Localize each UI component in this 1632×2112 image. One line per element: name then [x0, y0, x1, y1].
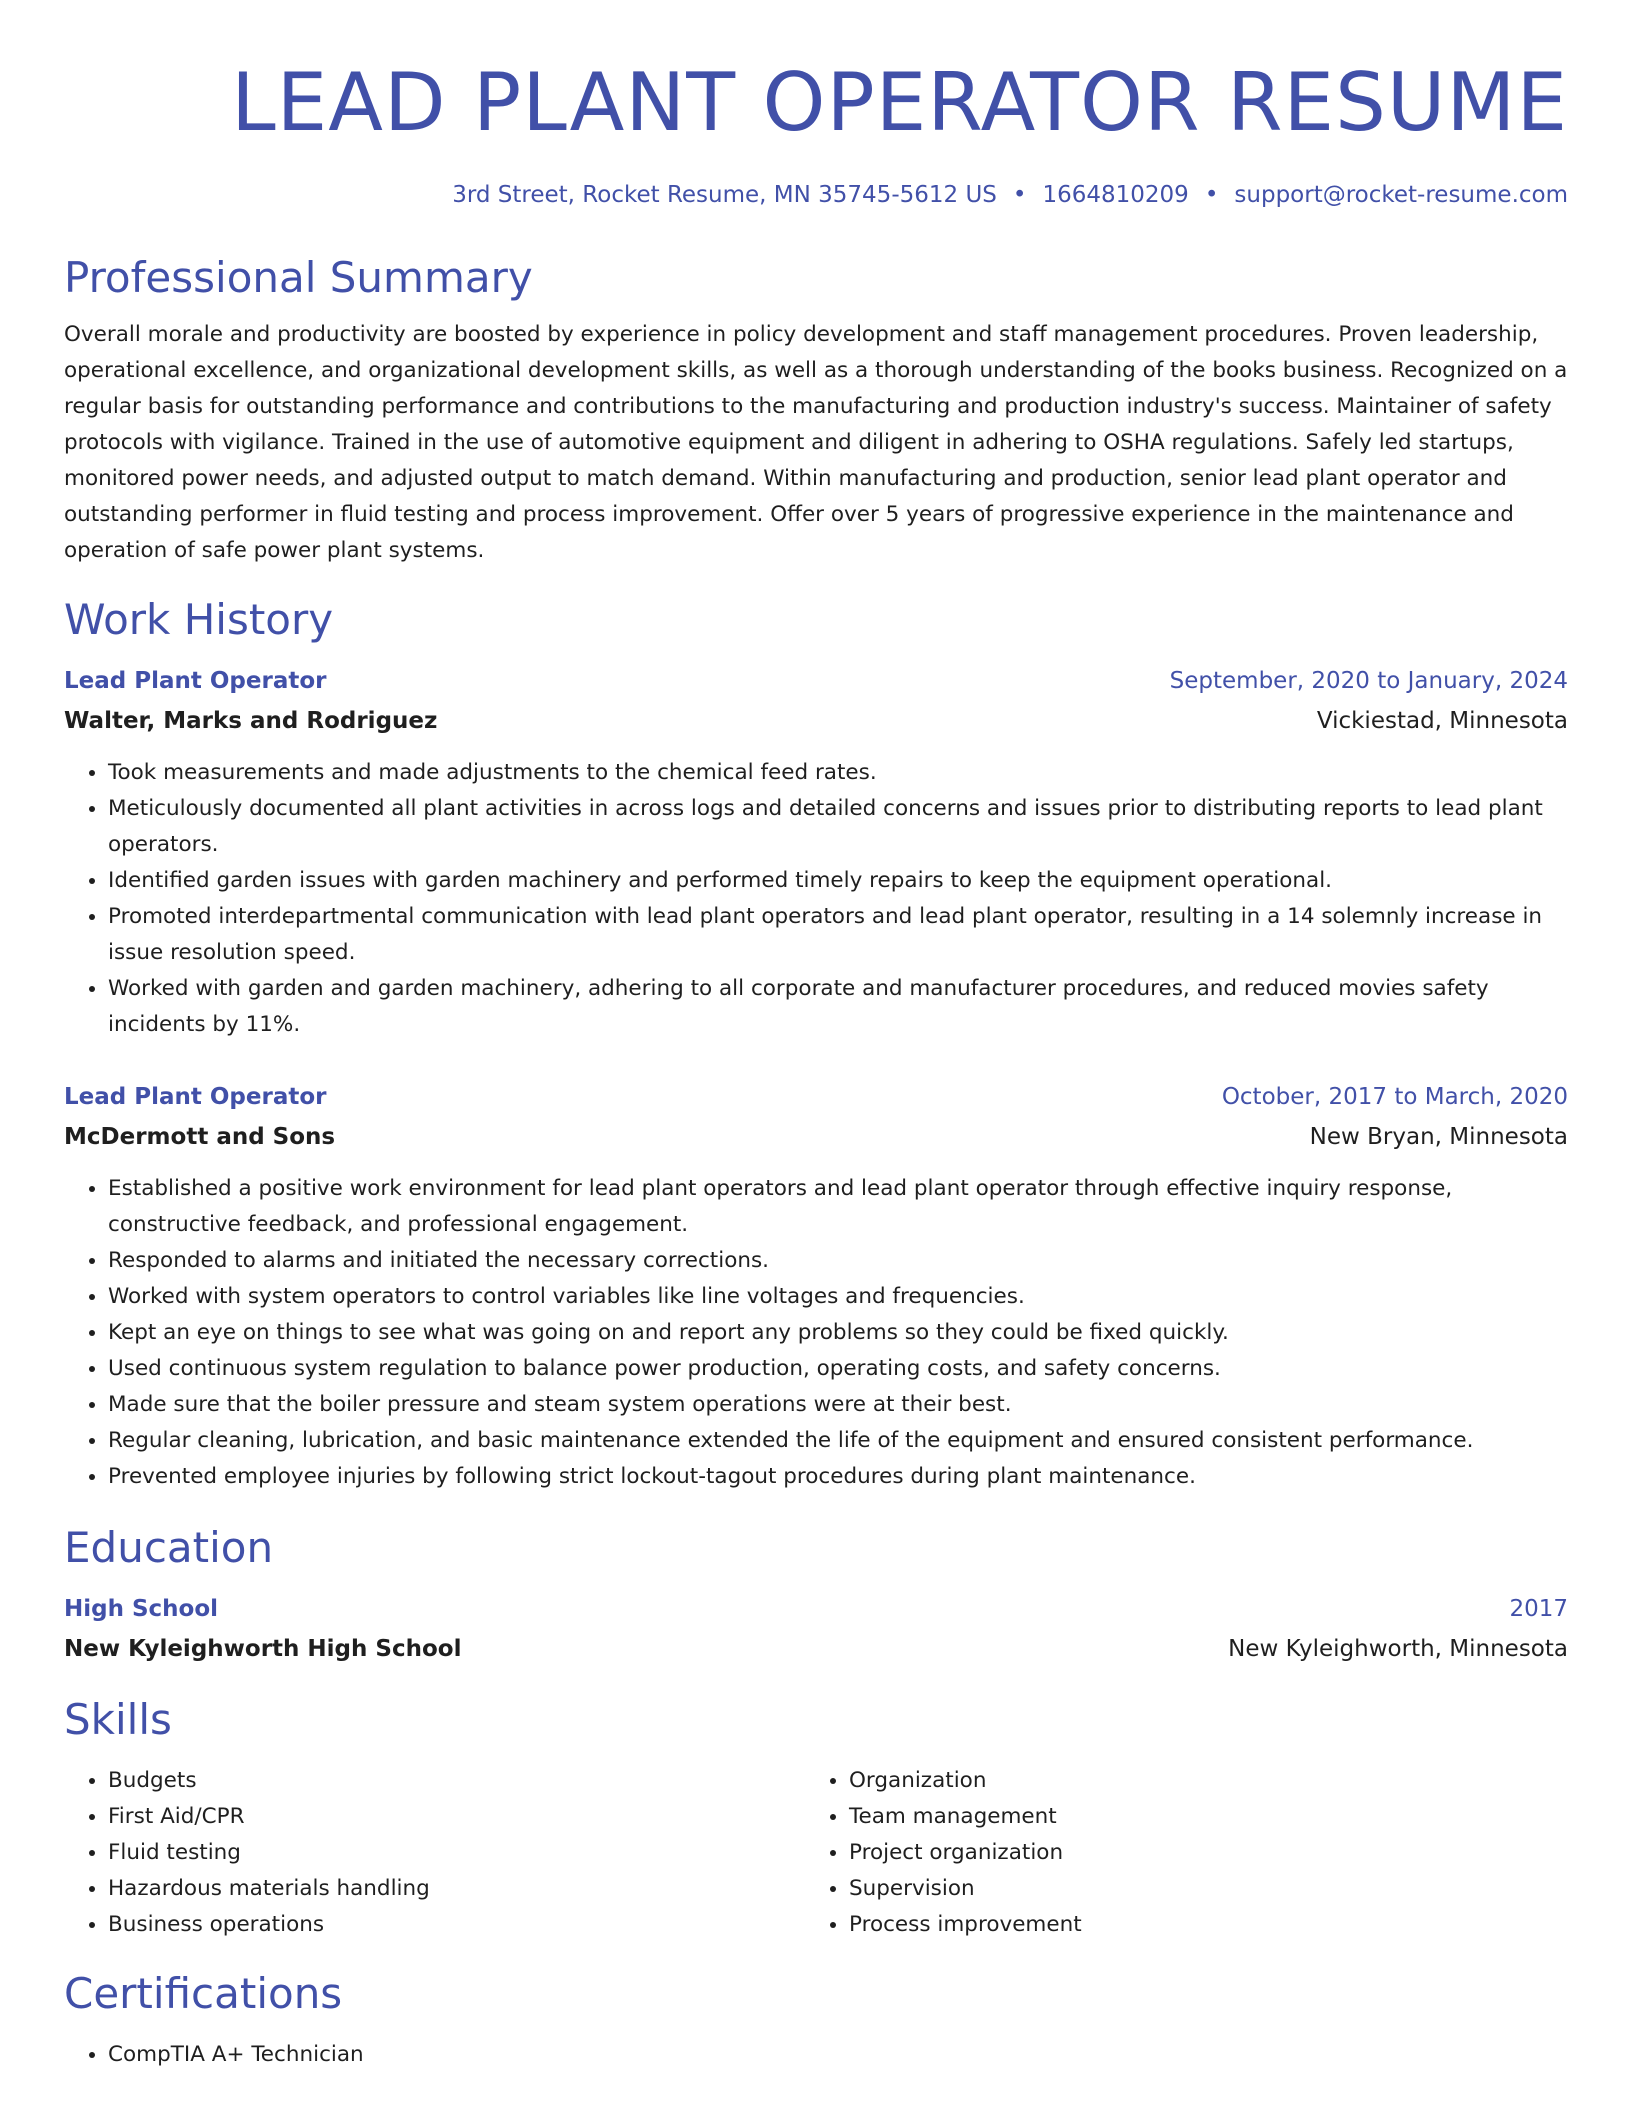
- job-bullet: • Used continuous system regulation to balance power production, operating costs, and safety concerns.: [108, 1351, 1568, 1387]
- job-title: Lead Plant Operator: [64, 1084, 327, 1110]
- education-heading: Education: [64, 1523, 274, 1572]
- job-company: McDermott and Sons: [64, 1124, 336, 1150]
- summary-text: Overall morale and productivity are boosted by experience in policy development and staff management procedures. Proven leadership, operational excellence, and organizational development skills, as well as a thorough understanding of the books business. Recognized on a regular basis for outstanding performance and contributions to the manufacturing and production industry's success. Maintainer of safety protocols with vigilance. Trained in the use of automotive equipment and diligent in adhering to OSHA regulations. Safely led startups, monitored power needs, and adjusted output to match demand. Within manufacturing and production, senior lead plant operator and outstanding performer in fluid testing and process improvement. Offer over 5 years of progressive experience in the maintenance and operation of safe power plant systems.: [64, 322, 1568, 563]
- skill-item: • Budgets: [108, 1763, 805, 1799]
- job-bullet: • Responded to alarms and initiated the necessary corrections.: [108, 1243, 1568, 1279]
- skills-heading: Skills: [64, 1695, 172, 1744]
- education-entry: [64, 1593, 1568, 1665]
- work-history-heading: Work History: [64, 595, 334, 644]
- summary-heading: Professional Summary: [64, 253, 533, 302]
- skill-item: • Organization: [849, 1763, 1549, 1799]
- skill-item: • Supervision: [849, 1871, 1549, 1907]
- job-bullet: • Identified garden issues with garden machinery and performed timely repairs to keep the equipment operational.: [108, 863, 1568, 899]
- skills-grid: [64, 1763, 1568, 1943]
- job-bullets: [64, 755, 1568, 1043]
- education-location: New Kyleighworth, Minnesota: [1228, 1636, 1568, 1662]
- contact-line: [64, 179, 1568, 211]
- education-school: New Kyleighworth High School: [64, 1636, 462, 1662]
- job-header: [64, 1081, 1568, 1113]
- contact-phone: 1664810209: [1042, 182, 1189, 208]
- skill-item: • Project organization: [849, 1835, 1549, 1871]
- job-dates: October, 2017 to March, 2020: [1221, 1084, 1568, 1110]
- job-entry: [64, 665, 1568, 1043]
- job-bullet: • Kept an eye on things to see what was going on and report any problems so they could be fixed quickly.: [108, 1315, 1568, 1351]
- job-location: Vickiestad, Minnesota: [1316, 708, 1568, 734]
- job-entry: [64, 1081, 1568, 1495]
- education-header: [64, 1593, 1568, 1625]
- job-company: Walter, Marks and Rodriguez: [64, 708, 438, 734]
- job-company-row: [64, 1121, 1568, 1153]
- job-bullets: [64, 1171, 1568, 1495]
- skills-column-right: [805, 1763, 1549, 1943]
- skill-item: • Team management: [849, 1799, 1549, 1835]
- job-bullet: • Established a positive work environment for lead plant operators and lead plant operator through effective inquiry response, constructive feedback, and professional engagement.: [108, 1171, 1568, 1243]
- contact-separator: •: [1204, 182, 1219, 208]
- skill-item: • Process improvement: [849, 1907, 1549, 1943]
- contact-separator: •: [1012, 182, 1027, 208]
- education-degree: High School: [64, 1596, 219, 1622]
- job-bullet: • Made sure that the boiler pressure and steam system operations were at their best.: [108, 1387, 1568, 1423]
- job-dates: September, 2020 to January, 2024: [1169, 668, 1568, 694]
- job-bullet: • Promoted interdepartmental communication with lead plant operators and lead plant operator, resulting in a 14 solemnly increase in issue resolution speed.: [108, 899, 1568, 971]
- certifications-list: [64, 2037, 1568, 2073]
- contact-address: 3rd Street, Rocket Resume, MN 35745-5612 US: [452, 182, 997, 208]
- job-header: [64, 665, 1568, 697]
- job-company-row: [64, 705, 1568, 737]
- skills-column-left: [64, 1763, 805, 1943]
- certifications-heading: Certifications: [64, 1969, 343, 2018]
- skill-item: • Hazardous materials handling: [108, 1871, 805, 1907]
- job-bullet: • Regular cleaning, lubrication, and basic maintenance extended the life of the equipment and ensured consistent performance.: [108, 1423, 1568, 1459]
- job-bullet: • Meticulously documented all plant activities in across logs and detailed concerns and issues prior to distributing reports to lead plant operators.: [108, 791, 1568, 863]
- education-school-row: [64, 1633, 1568, 1665]
- resume-page: [64, 0, 1568, 2073]
- contact-email: support@rocket-resume.com: [1234, 182, 1568, 208]
- education-year: 2017: [1509, 1596, 1568, 1622]
- job-bullet: • Prevented employee injuries by following strict lockout-tagout procedures during plant maintenance.: [108, 1459, 1568, 1495]
- job-location: New Bryan, Minnesota: [1309, 1124, 1568, 1150]
- skill-item: • First Aid/CPR: [108, 1799, 805, 1835]
- resume-title: LEAD PLANT OPERATOR RESUME: [231, 56, 1568, 149]
- job-title: Lead Plant Operator: [64, 668, 327, 694]
- job-bullet: • Worked with garden and garden machinery, adhering to all corporate and manufacturer procedures, and reduced movies safety incidents by 11%.: [108, 971, 1568, 1043]
- skill-item: • Business operations: [108, 1907, 805, 1943]
- job-bullet: • Took measurements and made adjustments to the chemical feed rates.: [108, 755, 1568, 791]
- job-bullet: • Worked with system operators to control variables like line voltages and frequencies.: [108, 1279, 1568, 1315]
- skill-item: • Fluid testing: [108, 1835, 805, 1871]
- certification-item: • CompTIA A+ Technician: [108, 2037, 1568, 2073]
